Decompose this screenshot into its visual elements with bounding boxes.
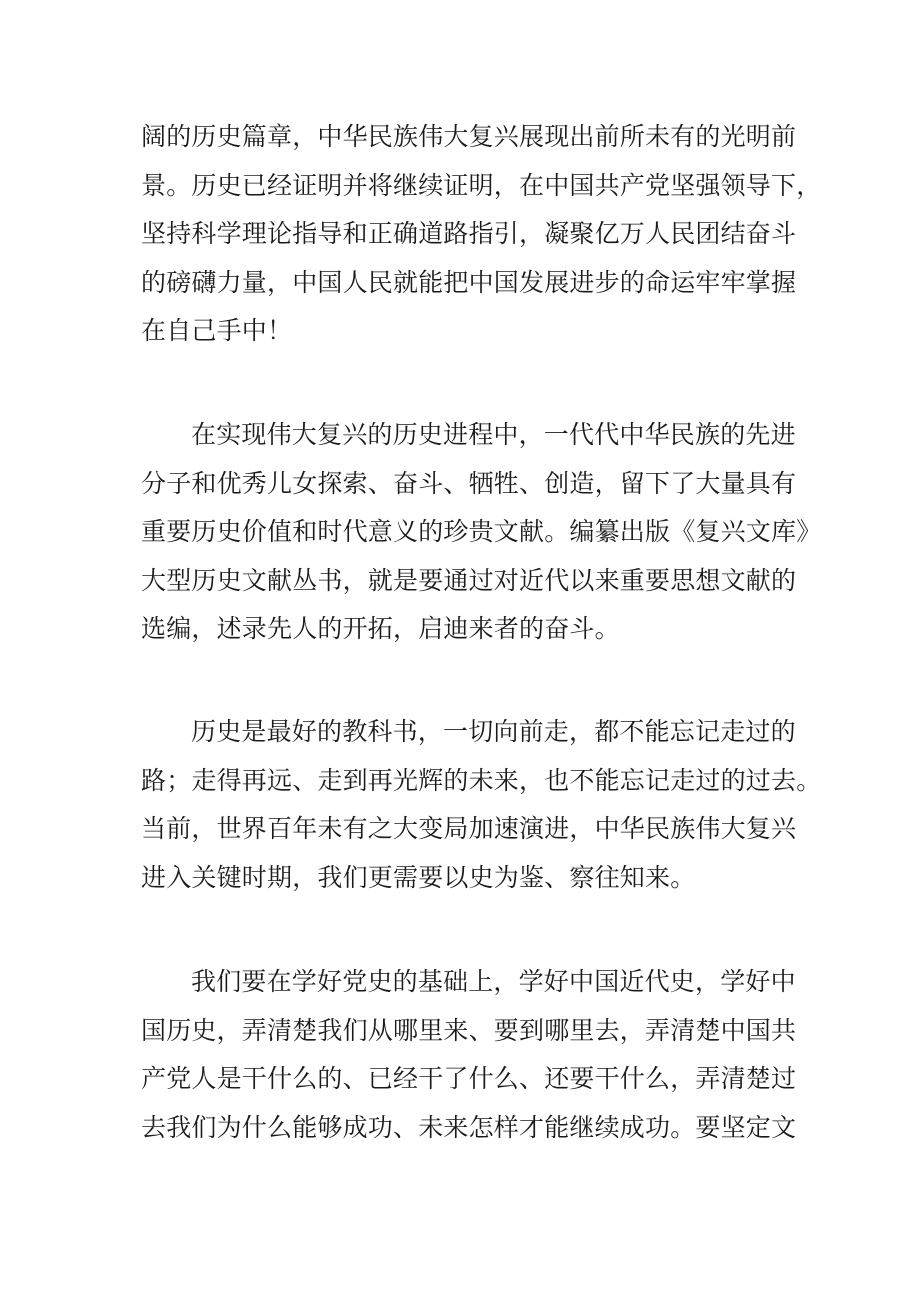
paragraph-line: 路；走得再远、走到再光辉的未来，也不能忘记走过的过去。 — [141, 765, 822, 795]
paragraph-line: 去我们为什么能够成功、未来怎样才能继续成功。要坚定文 — [141, 1112, 797, 1142]
paragraph-line: 重要历史价值和时代意义的珍贵文献。编纂出版《复兴文库》 — [141, 517, 822, 546]
paragraph-line: 产党人是干什么的、已经干了什么、还要干什么，弄清楚过 — [141, 1064, 797, 1093]
paragraph-line: 坚持科学理论指导和正确道路指引，凝聚亿万人民团结奋斗 — [141, 219, 797, 248]
paragraph-line: 选编，述录先人的开拓，启迪来者的奋斗。 — [141, 614, 620, 643]
paragraph-line: 的磅礴力量，中国人民就能把中国发展进步的命运牢牢掌握 — [141, 267, 797, 297]
paragraph-line: 当前，世界百年未有之大变局加速演进，中华民族伟大复兴 — [141, 814, 797, 843]
paragraph-line: 分子和优秀儿女探索、奋斗、牺牲、创造，留下了大量具有 — [141, 468, 797, 498]
paragraph-1 — [141, 113, 822, 356]
paragraph-2 — [141, 411, 822, 654]
paragraph-line: 在自己手中！ — [141, 316, 293, 345]
paragraph-line: 在实现伟大复兴的历史进程中，一代代中华民族的先进 — [191, 420, 796, 449]
paragraph-line: 我们要在学好党史的基础上，学好中国近代史，学好中 — [191, 967, 796, 996]
paragraph-line: 国历史，弄清楚我们从哪里来、要到哪里去，弄清楚中国共 — [141, 1015, 797, 1045]
paragraph-line: 大型历史文献丛书，就是要通过对近代以来重要思想文献的 — [141, 565, 797, 595]
paragraph-line: 进入关键时期，我们更需要以史为鉴、察往知来。 — [141, 862, 696, 892]
paragraph-line: 阔的历史篇章，中华民族伟大复兴展现出前所未有的光明前 — [141, 122, 797, 151]
paragraph-line: 景。历史已经证明并将继续证明，在中国共产党坚强领导下， — [141, 170, 822, 200]
paragraph-3 — [141, 708, 822, 902]
paragraph-line: 历史是最好的教科书，一切向前走，都不能忘记走过的 — [191, 717, 796, 746]
paragraph-4 — [141, 958, 797, 1152]
